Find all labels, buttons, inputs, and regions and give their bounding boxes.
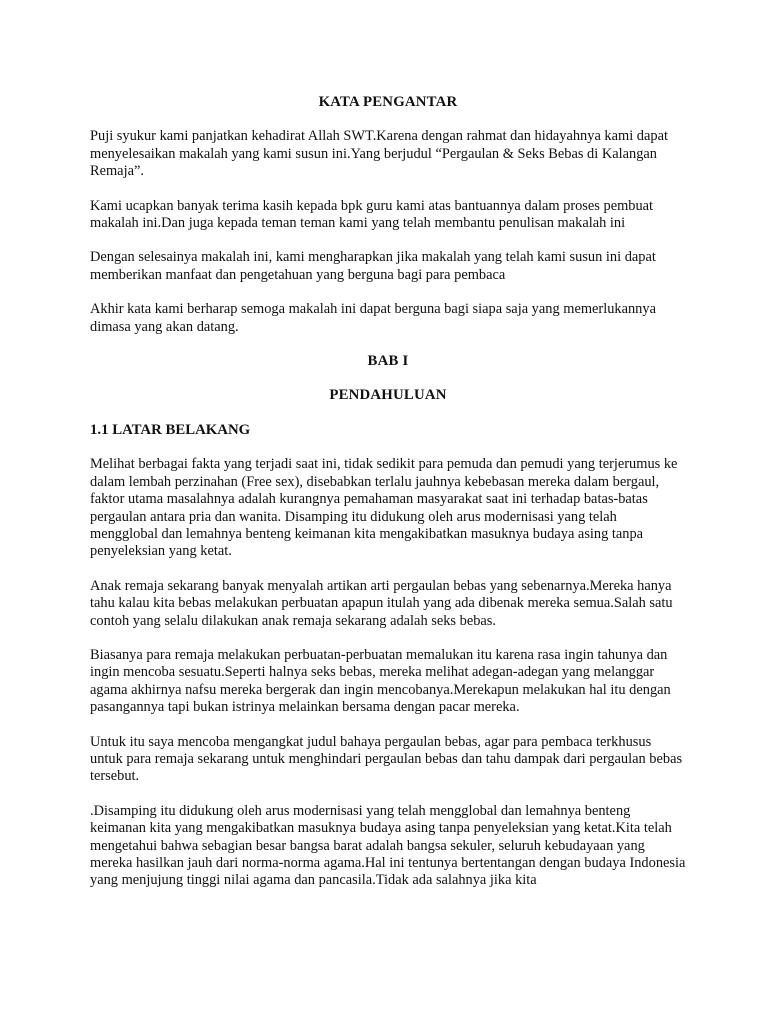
intro-paragraph-4: Akhir kata kami berharap semoga makalah ini dapat berguna bagi siapa saja yang memerlukannya dimasa yang akan datang. (90, 301, 656, 335)
section-paragraph-4: Untuk itu saya mencoba mengangkat judul bahaya pergaulan bebas, agar para pembaca terkhusus untuk para remaja sekarang untuk menghindari pergaulan bebas dan tahu dampak dari pergaulan bebas tersebut. (90, 733, 683, 785)
intro-paragraph-3: Dengan selesainya makalah ini, kami mengharapkan jika makalah yang telah kami susun ini dapat memberikan manfaat dan pengetahuan yang berguna bagi para pembaca (90, 249, 656, 283)
intro-paragraph-2: Kami ucapkan banyak terima kasih kepada bpk guru kami atas bantuannya dalam proses pembuat makalah ini.Dan juga kepada teman teman kami yang telah membantu penulisan makalah ini (90, 197, 654, 232)
section-paragraph-1: Melihat berbagai fakta yang terjadi saat ini, tidak sedikit para pemuda dan pemudi yang terjerumus ke dalam lembah perzinahan (Free sex), disebabkan terlalu jauhnya kebebasan mereka dalam bergaul, faktor utama masalahnya adalah kurangnya pemahaman masyarakat saat ini terhadap batas-batas pergaulan antara pria dan wanita. Disamping itu didukung oleh arus modernisasi yang telah mengglobal dan lemahnya benteng keimanan kita mengakibatkan masuknya budaya asing tanpa penyeleksian yang ketat. (90, 456, 678, 560)
section-paragraph-2: Anak remaja sekarang banyak menyalah artikan arti pergaulan bebas yang sebenarnya.Mereka hanya tahu kalau kita bebas melakukan perbuatan apapun itulah yang ada dibenak mereka semua.Salah satu contoh yang selalu dilakukan anak remaja sekarang adalah seks bebas. (90, 577, 673, 629)
document-page (90, 94, 686, 890)
chapter-heading: BAB I (367, 353, 409, 370)
section-heading: 1.1 LATAR BELAKANG (90, 421, 251, 438)
section-paragraph-5: .Disamping itu didukung oleh arus modernisasi yang telah mengglobal dan lemahnya benteng keimanan kita yang mengakibatkan masuknya budaya asing tanpa penyeleksian yang ketat.Kita telah mengetahui bahwa sebagian besar bangsa barat adalah bangsa sekuler, seluruh kebudayaan yang mereka hasilkan jauh dari norma-norma agama.Hal ini tentunya bertentangan dengan budaya Indonesia yang menjujung tinggi nilai agama dan pancasila.Tidak ada salahnya jika kita (90, 802, 686, 889)
intro-paragraph-1: Puji syukur kami panjatkan kehadirat Allah SWT.Karena dengan rahmat dan hidayahnya kami dapat menyelesaikan makalah yang kami susun ini.Yang berjudul “Pergaulan & Seks Bebas di Kalangan Remaja”. (90, 128, 668, 180)
section-paragraph-3: Biasanya para remaja melakukan perbuatan-perbuatan memalukan itu karena rasa ingin tahunya dan ingin mencoba sesuatu.Seperti halnya seks bebas, mereka melihat adegan-adegan yang melanggar agama akhirnya nafsu mereka bergerak dan ingin mencobanya.Merekapun melakukan hal itu dengan pasangannya tapi bukan istrinya melainkan bersama dengan pacar mereka. (90, 646, 671, 716)
page-title: KATA PENGANTAR (318, 94, 458, 110)
chapter-title: PENDAHULUAN (329, 387, 447, 404)
